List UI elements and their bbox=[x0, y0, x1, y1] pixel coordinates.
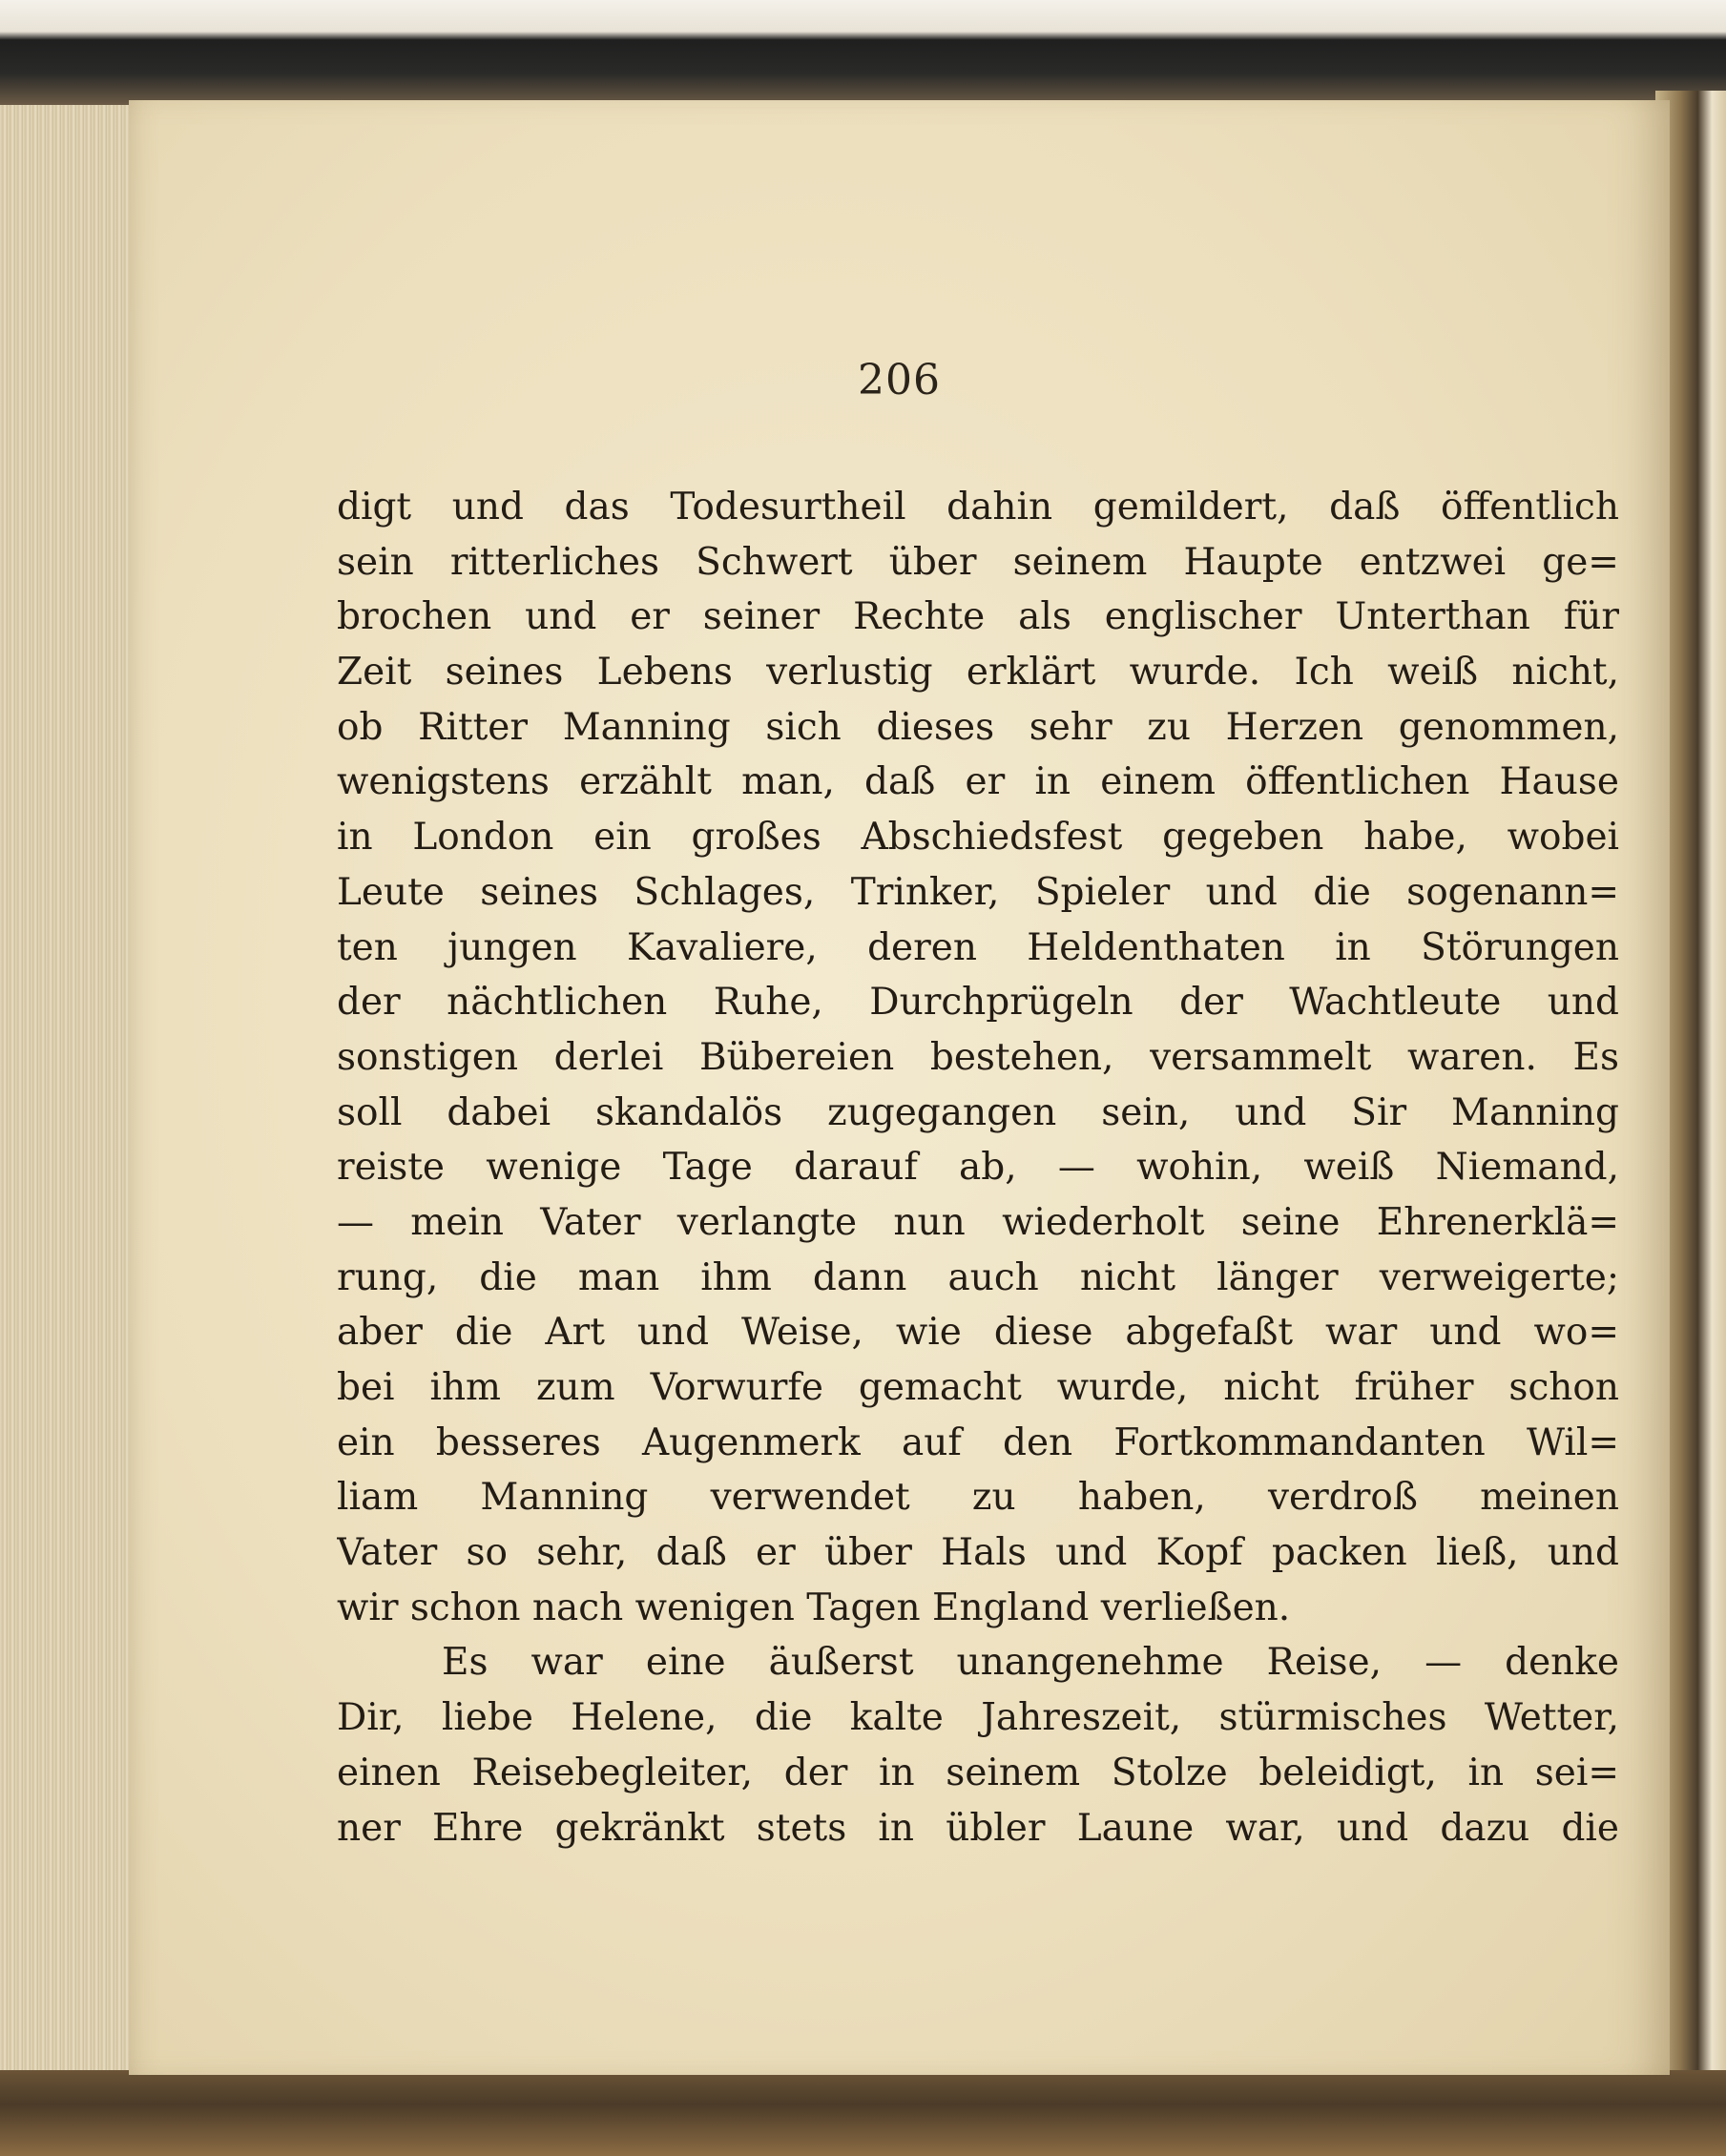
text-line: digt und das Todesurtheil dahin gemildert, daß öffentlich bbox=[337, 486, 1619, 529]
text-line: ten jungen Kavaliere, deren Heldenthaten in Störungen bbox=[337, 925, 1619, 969]
text-line: liam Manning verwendet zu haben, verdroß meinen bbox=[337, 1476, 1619, 1520]
text-line: sonstigen derlei Bübereien bestehen, versammelt waren. Es bbox=[337, 1035, 1619, 1079]
page-text bbox=[337, 480, 1619, 1855]
text-line: ein besseres Augenmerk auf den Fortkommandanten Wil= bbox=[337, 1420, 1619, 1464]
text-line: — mein Vater verlangte nun wiederholt seine Ehrenerklä= bbox=[337, 1200, 1619, 1244]
text-line: brochen und er seiner Rechte als englischer Unterthan für bbox=[337, 595, 1619, 639]
text-line: wenigstens erzählt man, daß er in einem öffentlichen Hause bbox=[337, 760, 1619, 804]
page-number: 206 bbox=[858, 356, 941, 404]
book-page bbox=[129, 100, 1670, 2075]
text-line: aber die Art und Weise, wie diese abgefaßt war und wo= bbox=[337, 1311, 1619, 1355]
text-line: ner Ehre gekränkt stets in übler Laune war, und dazu die bbox=[337, 1806, 1619, 1850]
text-line: Dir, liebe Helene, die kalte Jahreszeit, stürmisches Wetter, bbox=[337, 1696, 1619, 1740]
text-line: Zeit seines Lebens verlustig erklärt wurde. Ich weiß nicht, bbox=[337, 651, 1619, 694]
text-line: reiste wenige Tage darauf ab, — wohin, weiß Niemand, bbox=[337, 1146, 1619, 1190]
text-line: wir schon nach wenigen Tagen England verließen. bbox=[337, 1586, 1291, 1629]
bottom-edge bbox=[0, 2070, 1726, 2156]
text-line: der nächtlichen Ruhe, Durchprügeln der Wachtleute und bbox=[337, 981, 1619, 1025]
text-line: sein ritterliches Schwert über seinem Haupte entzwei ge= bbox=[337, 540, 1619, 584]
text-line: soll dabei skandalös zugegangen sein, und Sir Manning bbox=[337, 1090, 1619, 1134]
text-line: ob Ritter Manning sich dieses sehr zu Herzen genommen, bbox=[337, 705, 1619, 749]
text-line: Vater so sehr, daß er über Hals und Kopf packen ließ, und bbox=[337, 1531, 1619, 1575]
top-edge bbox=[0, 0, 1726, 105]
text-line: bei ihm zum Vorwurfe gemacht wurde, nicht früher schon bbox=[337, 1366, 1619, 1409]
text-line: rung, die man ihm dann auch nicht länger verweigerte; bbox=[337, 1255, 1619, 1299]
text-line: Es war eine äußerst unangenehme Reise, — denke bbox=[442, 1641, 1619, 1685]
text-line: einen Reisebegleiter, der in seinem Stolze beleidigt, in sei= bbox=[337, 1751, 1619, 1794]
text-line: in London ein großes Abschiedsfest gegeben habe, wobei bbox=[337, 816, 1619, 860]
text-line: Leute seines Schlages, Trinker, Spieler und die sogenann= bbox=[337, 870, 1619, 914]
page-stack-edge bbox=[0, 105, 131, 2080]
